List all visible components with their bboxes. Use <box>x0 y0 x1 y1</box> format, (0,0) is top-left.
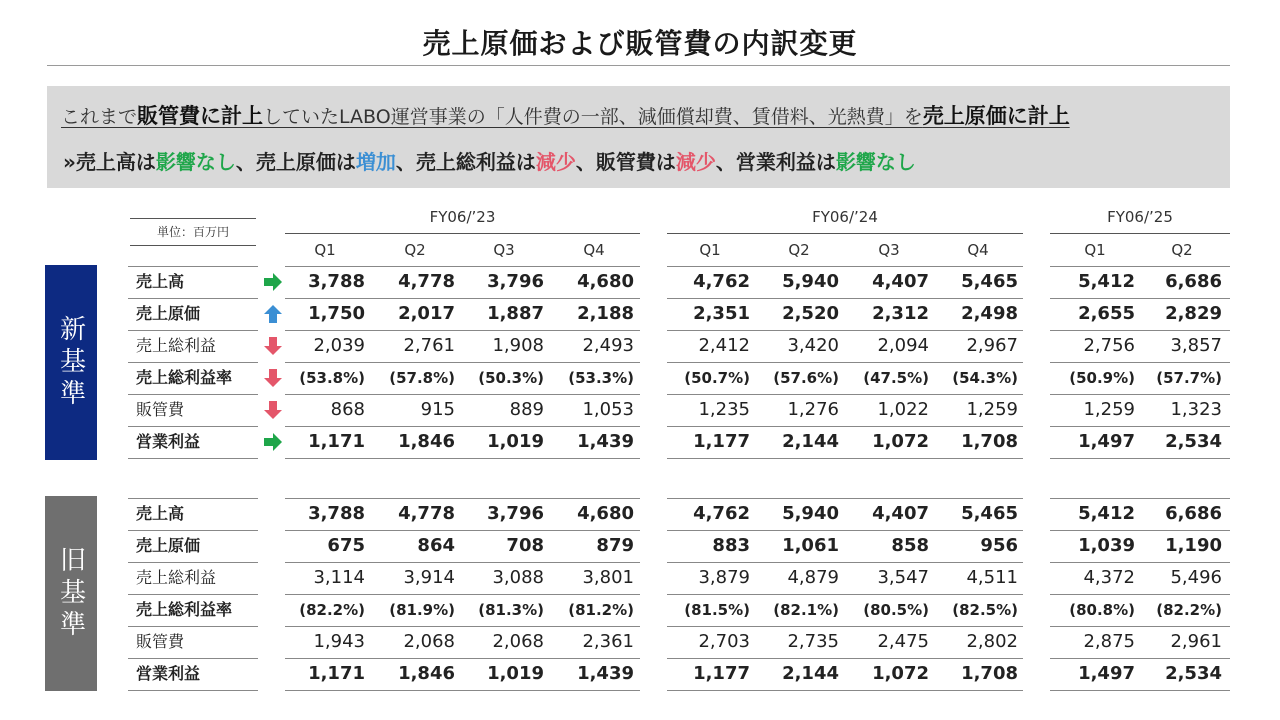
title-divider <box>47 65 1230 66</box>
banner-text-segment: 売上原価に計上 <box>922 104 1070 128</box>
value-cell: (81.9%) <box>389 601 455 619</box>
value-cell: 4,680 <box>577 271 634 292</box>
value-cell: 5,412 <box>1078 271 1135 292</box>
table-row <box>0 298 1280 330</box>
value-cell: 3,547 <box>877 567 929 588</box>
value-cell: (54.3%) <box>952 369 1018 387</box>
value-cell: 1,259 <box>1083 399 1135 420</box>
value-cell: 4,680 <box>577 503 634 524</box>
banner-text-segment: これまで <box>61 106 138 128</box>
banner-text-segment: 販管費に計上 <box>137 104 264 128</box>
value-cell: 1,439 <box>577 431 634 452</box>
table-row <box>0 562 1280 594</box>
row-divider <box>128 458 258 459</box>
value-cell: 1,072 <box>872 431 929 452</box>
quarter-header: Q1 <box>314 241 336 259</box>
quarter-header: Q1 <box>1084 241 1106 259</box>
value-cell: (57.6%) <box>773 369 839 387</box>
value-cell: 1,708 <box>961 431 1018 452</box>
row-divider <box>285 458 640 459</box>
value-cell: 864 <box>417 535 455 556</box>
banner-text-segment: 増加 <box>355 150 396 174</box>
value-cell: 2,655 <box>1078 303 1135 324</box>
quarter-header: Q2 <box>1171 241 1193 259</box>
value-cell: 3,879 <box>698 567 750 588</box>
value-cell: 1,323 <box>1170 399 1222 420</box>
value-cell: 1,708 <box>961 663 1018 684</box>
value-cell: 868 <box>330 399 365 420</box>
value-cell: 3,796 <box>487 271 544 292</box>
value-cell: 1,022 <box>877 399 929 420</box>
row-label: 販管費 <box>136 400 185 419</box>
arrow-down-icon <box>262 399 284 421</box>
table-row <box>0 330 1280 362</box>
arrow-down-icon <box>262 367 284 389</box>
row-label: 売上原価 <box>136 304 201 323</box>
value-cell: (81.5%) <box>684 601 750 619</box>
value-cell: (81.3%) <box>478 601 544 619</box>
banner-text-segment: »売上高は <box>63 150 156 174</box>
value-cell: 4,511 <box>966 567 1018 588</box>
value-cell: 2,967 <box>966 335 1018 356</box>
value-cell: 675 <box>327 535 365 556</box>
value-cell: 2,735 <box>787 631 839 652</box>
value-cell: 2,017 <box>398 303 455 324</box>
value-cell: 4,407 <box>872 503 929 524</box>
value-cell: 1,235 <box>698 399 750 420</box>
value-cell: 2,703 <box>698 631 750 652</box>
value-cell: (50.9%) <box>1069 369 1135 387</box>
value-cell: 5,465 <box>961 271 1018 292</box>
row-label: 売上総利益率 <box>136 600 233 619</box>
value-cell: (47.5%) <box>863 369 929 387</box>
table-row <box>0 426 1280 458</box>
value-cell: 2,068 <box>492 631 544 652</box>
value-cell: 889 <box>509 399 544 420</box>
value-cell: 6,686 <box>1165 271 1222 292</box>
value-cell: 2,361 <box>582 631 634 652</box>
value-cell: 883 <box>712 535 750 556</box>
value-cell: 1,019 <box>487 431 544 452</box>
table-row <box>0 266 1280 298</box>
table-row <box>0 394 1280 426</box>
value-cell: 2,961 <box>1170 631 1222 652</box>
value-cell: 5,465 <box>961 503 1018 524</box>
row-label: 売上総利益率 <box>136 368 233 387</box>
fiscal-year-rule <box>667 233 1023 234</box>
value-cell: 2,756 <box>1083 335 1135 356</box>
value-cell: 4,778 <box>398 503 455 524</box>
value-cell: (80.8%) <box>1069 601 1135 619</box>
value-cell: (57.7%) <box>1156 369 1222 387</box>
banner-text-segment: 減少 <box>675 150 716 174</box>
row-label: 売上総利益 <box>136 568 217 587</box>
arrow-right-icon <box>262 431 284 453</box>
value-cell: 1,177 <box>693 663 750 684</box>
quarter-header: Q4 <box>967 241 989 259</box>
value-cell: 5,412 <box>1078 503 1135 524</box>
value-cell: 1,750 <box>308 303 365 324</box>
row-divider <box>1050 498 1230 499</box>
quarter-header: Q1 <box>699 241 721 259</box>
value-cell: 2,351 <box>693 303 750 324</box>
value-cell: 2,534 <box>1165 431 1222 452</box>
value-cell: (81.2%) <box>568 601 634 619</box>
value-cell: 2,039 <box>313 335 365 356</box>
value-cell: (82.5%) <box>952 601 1018 619</box>
value-cell: 1,497 <box>1078 431 1135 452</box>
value-cell: 2,498 <box>961 303 1018 324</box>
row-divider <box>667 458 1023 459</box>
table-row <box>0 362 1280 394</box>
quarter-header: Q3 <box>878 241 900 259</box>
value-cell: (82.2%) <box>1156 601 1222 619</box>
value-cell: 2,520 <box>782 303 839 324</box>
value-cell: 4,879 <box>787 567 839 588</box>
value-cell: 2,144 <box>782 663 839 684</box>
value-cell: (80.5%) <box>863 601 929 619</box>
unit-label: 単位：百万円 <box>130 218 256 246</box>
value-cell: 5,940 <box>782 503 839 524</box>
row-divider <box>667 498 1023 499</box>
arrow-down-icon <box>262 335 284 357</box>
value-cell: 879 <box>596 535 634 556</box>
value-cell: 3,796 <box>487 503 544 524</box>
value-cell: 1,061 <box>782 535 839 556</box>
value-cell: 1,171 <box>308 663 365 684</box>
value-cell: 3,914 <box>403 567 455 588</box>
value-cell: 4,778 <box>398 271 455 292</box>
row-divider <box>128 498 258 499</box>
value-cell: 1,908 <box>492 335 544 356</box>
row-label: 営業利益 <box>136 432 201 451</box>
value-cell: 915 <box>420 399 455 420</box>
value-cell: 1,019 <box>487 663 544 684</box>
value-cell: 3,788 <box>308 271 365 292</box>
row-divider <box>285 690 640 691</box>
old-standard-label: 旧基準 <box>45 496 97 691</box>
row-divider <box>128 266 258 267</box>
row-label: 売上高 <box>136 504 185 523</box>
quarter-header: Q2 <box>404 241 426 259</box>
banner-text-segment: 影響なし <box>835 150 916 174</box>
value-cell: (53.8%) <box>299 369 365 387</box>
value-cell: 1,497 <box>1078 663 1135 684</box>
value-cell: (50.3%) <box>478 369 544 387</box>
table-row <box>0 658 1280 690</box>
quarter-header: Q4 <box>583 241 605 259</box>
value-cell: 3,857 <box>1170 335 1222 356</box>
table-row <box>0 530 1280 562</box>
banner-text-segment: 、販管費は <box>575 150 676 174</box>
value-cell: 1,887 <box>487 303 544 324</box>
fiscal-year-header: FY06/’23 <box>429 208 496 226</box>
fiscal-year-header: FY06/’25 <box>1107 208 1173 226</box>
value-cell: 2,412 <box>698 335 750 356</box>
value-cell: 2,188 <box>577 303 634 324</box>
summary-banner <box>47 86 1230 188</box>
value-cell: 2,493 <box>582 335 634 356</box>
value-cell: 3,788 <box>308 503 365 524</box>
table-row <box>0 498 1280 530</box>
value-cell: 4,407 <box>872 271 929 292</box>
value-cell: 1,276 <box>787 399 839 420</box>
value-cell: 2,312 <box>872 303 929 324</box>
value-cell: (50.7%) <box>684 369 750 387</box>
banner-text-segment: していたLABO運営事業の「人件費の一部、減価償却費、賃借料、光熱費」を <box>263 106 923 128</box>
row-label: 売上総利益 <box>136 336 217 355</box>
arrow-right-icon <box>262 271 284 293</box>
row-label: 販管費 <box>136 632 185 651</box>
value-cell: 1,846 <box>398 663 455 684</box>
value-cell: 2,534 <box>1165 663 1222 684</box>
value-cell: 4,762 <box>693 271 750 292</box>
fiscal-year-rule <box>1050 233 1230 234</box>
row-divider <box>285 266 640 267</box>
value-cell: 3,801 <box>582 567 634 588</box>
row-label: 売上原価 <box>136 536 201 555</box>
banner-text-segment: 、売上原価は <box>235 150 356 174</box>
value-cell: (57.8%) <box>389 369 455 387</box>
value-cell: 2,761 <box>403 335 455 356</box>
banner-impact-summary <box>63 146 916 175</box>
row-divider <box>128 690 258 691</box>
row-divider <box>285 498 640 499</box>
row-divider <box>1050 690 1230 691</box>
banner-description <box>61 100 1070 130</box>
value-cell: 1,190 <box>1165 535 1222 556</box>
value-cell: 1,943 <box>313 631 365 652</box>
value-cell: (82.1%) <box>773 601 839 619</box>
banner-text-segment: 、営業利益は <box>715 150 836 174</box>
table-row <box>0 626 1280 658</box>
value-cell: 3,114 <box>313 567 365 588</box>
value-cell: 6,686 <box>1165 503 1222 524</box>
value-cell: 1,846 <box>398 431 455 452</box>
value-cell: 858 <box>891 535 929 556</box>
table-row <box>0 594 1280 626</box>
new-standard-label: 新基準 <box>45 265 97 460</box>
fiscal-year-header: FY06/’24 <box>812 208 878 226</box>
value-cell: 1,439 <box>577 663 634 684</box>
value-cell: (82.2%) <box>299 601 365 619</box>
value-cell: 2,144 <box>782 431 839 452</box>
banner-text-segment: 影響なし <box>155 150 236 174</box>
value-cell: 1,053 <box>582 399 634 420</box>
row-divider <box>667 266 1023 267</box>
value-cell: 2,802 <box>966 631 1018 652</box>
value-cell: 1,072 <box>872 663 929 684</box>
banner-text-segment: 、売上総利益は <box>395 150 536 174</box>
value-cell: 5,940 <box>782 271 839 292</box>
value-cell: 5,496 <box>1170 567 1222 588</box>
page-title: 売上原価および販管費の内訳変更 <box>422 27 858 60</box>
value-cell: 2,094 <box>877 335 929 356</box>
quarter-header: Q2 <box>788 241 810 259</box>
value-cell: 2,875 <box>1083 631 1135 652</box>
value-cell: 2,475 <box>877 631 929 652</box>
arrow-up-icon <box>262 303 284 325</box>
value-cell: 4,762 <box>693 503 750 524</box>
value-cell: 1,039 <box>1078 535 1135 556</box>
value-cell: 1,171 <box>308 431 365 452</box>
value-cell: 3,088 <box>492 567 544 588</box>
value-cell: 708 <box>506 535 544 556</box>
row-divider <box>667 690 1023 691</box>
row-divider <box>1050 266 1230 267</box>
row-label: 売上高 <box>136 272 185 291</box>
value-cell: 956 <box>980 535 1018 556</box>
value-cell: 2,829 <box>1165 303 1222 324</box>
value-cell: 3,420 <box>787 335 839 356</box>
fiscal-year-rule <box>285 233 640 234</box>
value-cell: 2,068 <box>403 631 455 652</box>
quarter-header: Q3 <box>493 241 515 259</box>
value-cell: 4,372 <box>1083 567 1135 588</box>
value-cell: (53.3%) <box>568 369 634 387</box>
value-cell: 1,259 <box>966 399 1018 420</box>
row-divider <box>1050 458 1230 459</box>
banner-text-segment: 減少 <box>535 150 576 174</box>
value-cell: 1,177 <box>693 431 750 452</box>
row-label: 営業利益 <box>136 664 201 683</box>
